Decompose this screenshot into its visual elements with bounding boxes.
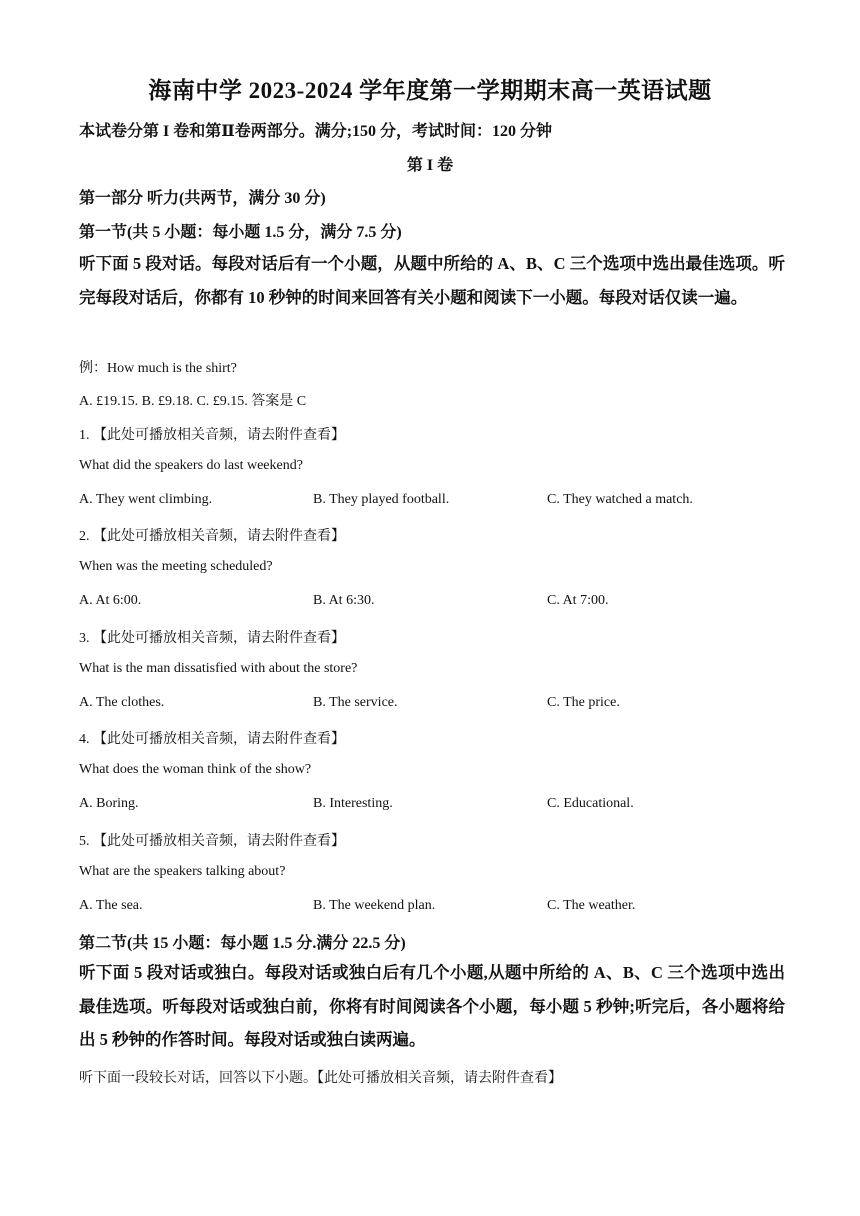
audio-placeholder[interactable]: 2. 【此处可播放相关音频，请去附件查看】 (79, 529, 345, 544)
option-b: B. They played football. (313, 492, 450, 507)
question-text: What is the man dissatisfied with about the store? (79, 661, 358, 676)
section2-instructions: 听下面 5 段对话或独白。每段对话或独白后有几个小题,从题中所给的 A、B、C 三个选项中选出最佳选项。听每段对话或独白前，你将有时间阅读各个小题，每小题 5 秒钟;听完后，各小题将给出 5 秒钟的作答时间。每段对话或独白读两遍。 (79, 963, 785, 1049)
option-a: A. At 6:00. (79, 593, 142, 608)
option-a: A. Boring. (79, 796, 139, 811)
audio-placeholder[interactable]: 1. 【此处可播放相关音频，请去附件查看】 (79, 428, 345, 443)
question-text: What did the speakers do last weekend? (79, 458, 303, 473)
option-c: C. They watched a match. (547, 492, 693, 507)
question-text: What does the woman think of the show? (79, 762, 312, 777)
option-c: C. The price. (547, 695, 620, 710)
option-a: A. They went climbing. (79, 492, 213, 507)
section1-instructions: 听下面 5 段对话。每段对话后有一个小题，从题中所给的 A、B、C 三个选项中选出最佳选项。听完每段对话后，你都有 10 秒钟的时间来回答有关小题和阅读下一小题。每段对话仅读一遍。 (79, 254, 785, 307)
option-b: B. Interesting. (313, 796, 393, 811)
option-a: A. The sea. (79, 898, 143, 913)
option-b: B. The service. (313, 695, 398, 710)
option-b: B. At 6:30. (313, 593, 375, 608)
section1-heading: 第一节(共 5 小题：每小题 1.5 分，满分 7.5 分) (79, 224, 402, 241)
option-b: B. The weekend plan. (313, 898, 436, 913)
page-title: 海南中学 2023-2024 学年度第一学期期末高一英语试题 (148, 78, 712, 103)
option-c: C. The weather. (547, 898, 636, 913)
exam-intro: 本试卷分第 I 卷和第Ⅱ卷两部分。满分;150 分，考试时间：120 分钟 (79, 123, 553, 140)
part1-heading: 第一部分 听力(共两节，满分 30 分) (79, 190, 326, 207)
option-c: C. Educational. (547, 796, 634, 811)
section2-note[interactable]: 听下面一段较长对话，回答以下小题。【此处可播放相关音频，请去附件查看】 (79, 1071, 562, 1086)
audio-placeholder[interactable]: 5. 【此处可播放相关音频，请去附件查看】 (79, 834, 345, 849)
example-answer: A. £19.15. B. £9.18. C. £9.15. 答案是 C (79, 394, 307, 409)
volume-heading: 第 I 卷 (406, 157, 454, 174)
question-text: What are the speakers talking about? (79, 864, 286, 879)
option-a: A. The clothes. (79, 695, 165, 710)
section2-heading: 第二节(共 15 小题：每小题 1.5 分.满分 22.5 分) (79, 935, 406, 952)
question-text: When was the meeting scheduled? (79, 559, 273, 574)
example-question: 例：How much is the shirt? (79, 361, 237, 376)
option-c: C. At 7:00. (547, 593, 609, 608)
audio-placeholder[interactable]: 3. 【此处可播放相关音频，请去附件查看】 (79, 631, 345, 646)
audio-placeholder[interactable]: 4. 【此处可播放相关音频，请去附件查看】 (79, 732, 345, 747)
